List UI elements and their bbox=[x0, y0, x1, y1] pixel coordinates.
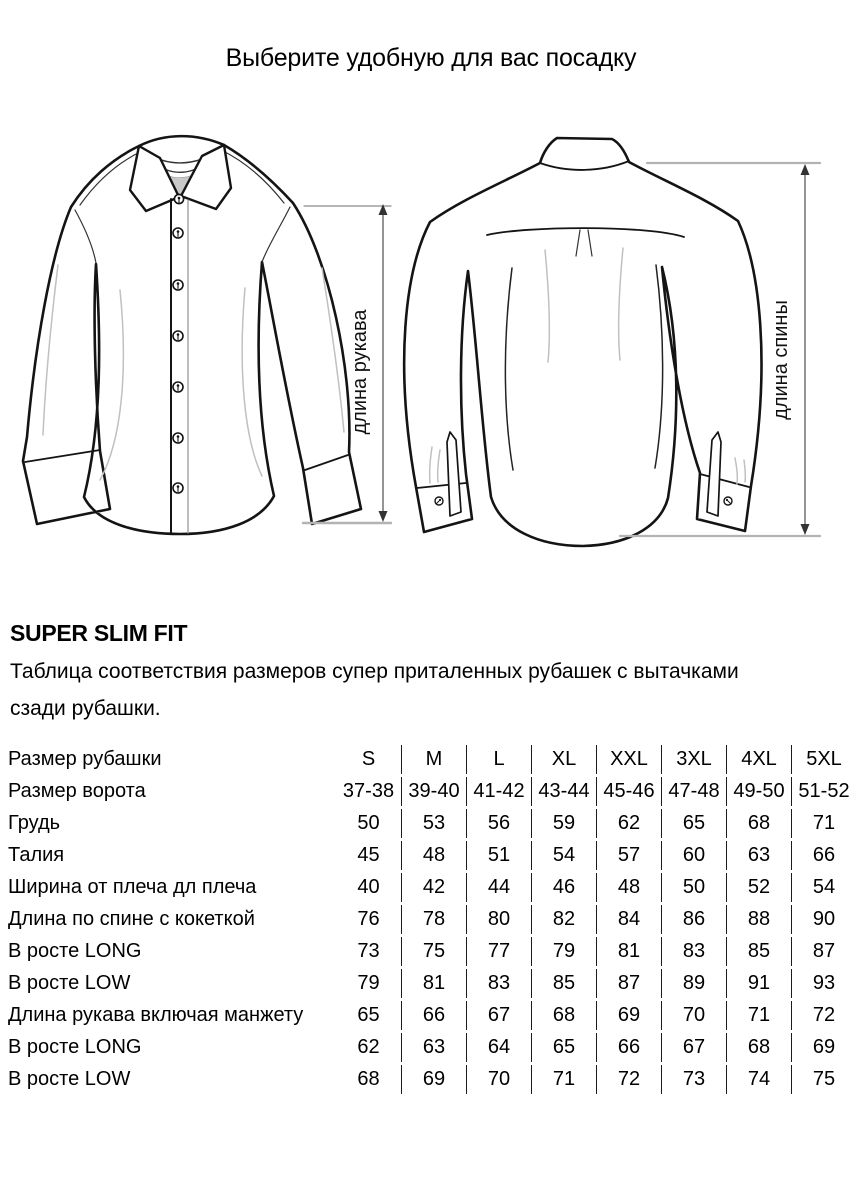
cell-value: 48 bbox=[401, 841, 466, 870]
row-label: Размер рубашки bbox=[8, 748, 162, 770]
button-icon bbox=[173, 433, 183, 443]
cell-value: 80 bbox=[466, 905, 531, 934]
cell-value: 83 bbox=[661, 937, 726, 966]
cell-value: 65 bbox=[661, 809, 726, 838]
cell-value: 75 bbox=[401, 937, 466, 966]
row-label: Размер ворота bbox=[8, 780, 146, 802]
cell-value: 82 bbox=[531, 905, 596, 934]
table-row bbox=[8, 969, 856, 998]
cell-value: 65 bbox=[357, 1004, 380, 1026]
row-label: Грудь bbox=[8, 812, 61, 834]
button-icon bbox=[174, 194, 183, 203]
button-icon bbox=[173, 483, 183, 493]
cell-value: 81 bbox=[401, 969, 466, 998]
arrow-down-icon bbox=[379, 511, 388, 522]
cell-value: 70 bbox=[661, 1001, 726, 1030]
cell-value: 51 bbox=[466, 841, 531, 870]
cell-value: 54 bbox=[531, 841, 596, 870]
cell-value: 85 bbox=[726, 937, 791, 966]
cell-value: 89 bbox=[661, 969, 726, 998]
cell-value: 45-46 bbox=[596, 777, 661, 806]
cell-value: XXL bbox=[596, 745, 661, 774]
cell-value: 75 bbox=[791, 1065, 856, 1094]
cell-value: 66 bbox=[401, 1001, 466, 1030]
cell-value: 63 bbox=[726, 841, 791, 870]
button-icon bbox=[173, 228, 183, 238]
table-row bbox=[8, 1033, 856, 1062]
cell-value: 79 bbox=[357, 972, 380, 994]
shirt-front-drawing bbox=[23, 136, 361, 534]
table-row bbox=[8, 777, 856, 806]
cell-value: 37-38 bbox=[342, 780, 395, 802]
cell-value: 77 bbox=[466, 937, 531, 966]
size-table-body bbox=[8, 745, 856, 1094]
size-table bbox=[8, 742, 856, 1097]
table-row bbox=[8, 841, 856, 870]
row-label: Длина по спине с кокеткой bbox=[8, 908, 255, 930]
cell-value: 73 bbox=[357, 940, 380, 962]
row-label: В росте LOW bbox=[8, 1068, 131, 1090]
cell-value: 69 bbox=[791, 1033, 856, 1062]
cell-value: 56 bbox=[466, 809, 531, 838]
cell-value: 47-48 bbox=[661, 777, 726, 806]
cell-value: 71 bbox=[791, 809, 856, 838]
arrow-up-icon bbox=[801, 164, 810, 175]
cell-value: 78 bbox=[401, 905, 466, 934]
cell-value: 74 bbox=[726, 1065, 791, 1094]
cell-value: 63 bbox=[401, 1033, 466, 1062]
cell-value: 41-42 bbox=[466, 777, 531, 806]
cell-value: 87 bbox=[791, 937, 856, 966]
row-label: В росте LONG bbox=[8, 940, 142, 962]
cell-value: 64 bbox=[466, 1033, 531, 1062]
cell-value: 67 bbox=[661, 1033, 726, 1062]
table-row bbox=[8, 809, 856, 838]
cell-value: 90 bbox=[791, 905, 856, 934]
cell-value: 86 bbox=[661, 905, 726, 934]
cell-value: 71 bbox=[531, 1065, 596, 1094]
cell-value: 66 bbox=[596, 1033, 661, 1062]
back-length-label: длина спины bbox=[770, 300, 792, 420]
cell-value: 93 bbox=[791, 969, 856, 998]
row-label: Ширина от плеча дл плеча bbox=[8, 876, 257, 898]
table-row bbox=[8, 1065, 856, 1094]
cell-value: 59 bbox=[531, 809, 596, 838]
cell-value: 45 bbox=[357, 844, 380, 866]
shirt-back-drawing bbox=[404, 138, 761, 546]
cell-value: 66 bbox=[791, 841, 856, 870]
cell-value: 49-50 bbox=[726, 777, 791, 806]
cell-value: 69 bbox=[401, 1065, 466, 1094]
cell-value: 71 bbox=[726, 1001, 791, 1030]
cell-value: 73 bbox=[661, 1065, 726, 1094]
table-row bbox=[8, 905, 856, 934]
cell-value: 76 bbox=[357, 908, 380, 930]
row-label: Длина рукава включая манжету bbox=[8, 1004, 304, 1026]
cell-value: 40 bbox=[357, 876, 380, 898]
cell-value: 68 bbox=[726, 809, 791, 838]
row-label: В росте LONG bbox=[8, 1036, 142, 1058]
cell-value: 42 bbox=[401, 873, 466, 902]
cell-value: 88 bbox=[726, 905, 791, 934]
cell-value: S bbox=[361, 748, 376, 770]
cell-value: 85 bbox=[531, 969, 596, 998]
cell-value: L bbox=[466, 745, 531, 774]
cell-value: 69 bbox=[596, 1001, 661, 1030]
cell-value: 52 bbox=[726, 873, 791, 902]
cell-value: 68 bbox=[726, 1033, 791, 1062]
cell-value: M bbox=[401, 745, 466, 774]
button-icon bbox=[435, 497, 443, 505]
button-icon bbox=[173, 382, 183, 392]
button-icon bbox=[173, 331, 183, 341]
cell-value: 54 bbox=[791, 873, 856, 902]
cell-value: XL bbox=[531, 745, 596, 774]
cell-value: 65 bbox=[531, 1033, 596, 1062]
cell-value: 50 bbox=[357, 812, 380, 834]
cell-value: 43-44 bbox=[531, 777, 596, 806]
cell-value: 4XL bbox=[726, 745, 791, 774]
row-label: Талия bbox=[8, 844, 65, 866]
cell-value: 83 bbox=[466, 969, 531, 998]
cell-value: 5XL bbox=[791, 745, 856, 774]
cell-value: 57 bbox=[596, 841, 661, 870]
cell-value: 44 bbox=[466, 873, 531, 902]
fit-description-line: Таблица соответствия размеров супер приталенных рубашек с вытачками bbox=[10, 660, 739, 683]
arrow-down-icon bbox=[801, 524, 810, 535]
cell-value: 50 bbox=[661, 873, 726, 902]
cell-value: 68 bbox=[357, 1068, 380, 1090]
sleeve-length-label: длина рукава bbox=[349, 309, 371, 435]
table-row bbox=[8, 1001, 856, 1030]
cell-value: 87 bbox=[596, 969, 661, 998]
page-title: Выберите удобную для вас посадку bbox=[225, 44, 637, 72]
cell-value: 46 bbox=[531, 873, 596, 902]
cell-value: 79 bbox=[531, 937, 596, 966]
cell-value: 72 bbox=[596, 1065, 661, 1094]
cell-value: 91 bbox=[726, 969, 791, 998]
fit-heading: SUPER SLIM FIT bbox=[10, 620, 188, 646]
fit-description bbox=[10, 653, 810, 727]
cell-value: 62 bbox=[357, 1036, 380, 1058]
cell-value: 67 bbox=[466, 1001, 531, 1030]
cell-value: 84 bbox=[596, 905, 661, 934]
cell-value: 48 bbox=[596, 873, 661, 902]
table-row bbox=[8, 873, 856, 902]
row-label: В росте LOW bbox=[8, 972, 131, 994]
cell-value: 3XL bbox=[661, 745, 726, 774]
cell-value: 39-40 bbox=[401, 777, 466, 806]
fit-description-line: сзади рубашки. bbox=[10, 697, 161, 720]
button-icon bbox=[724, 497, 732, 505]
table-row bbox=[8, 745, 856, 774]
cell-value: 53 bbox=[401, 809, 466, 838]
cell-value: 81 bbox=[596, 937, 661, 966]
cell-value: 72 bbox=[791, 1001, 856, 1030]
cell-value: 70 bbox=[466, 1065, 531, 1094]
cell-value: 60 bbox=[661, 841, 726, 870]
cell-value: 62 bbox=[596, 809, 661, 838]
cell-value: 51-52 bbox=[791, 777, 856, 806]
button-icon bbox=[173, 280, 183, 290]
cell-value: 68 bbox=[531, 1001, 596, 1030]
table-row bbox=[8, 937, 856, 966]
